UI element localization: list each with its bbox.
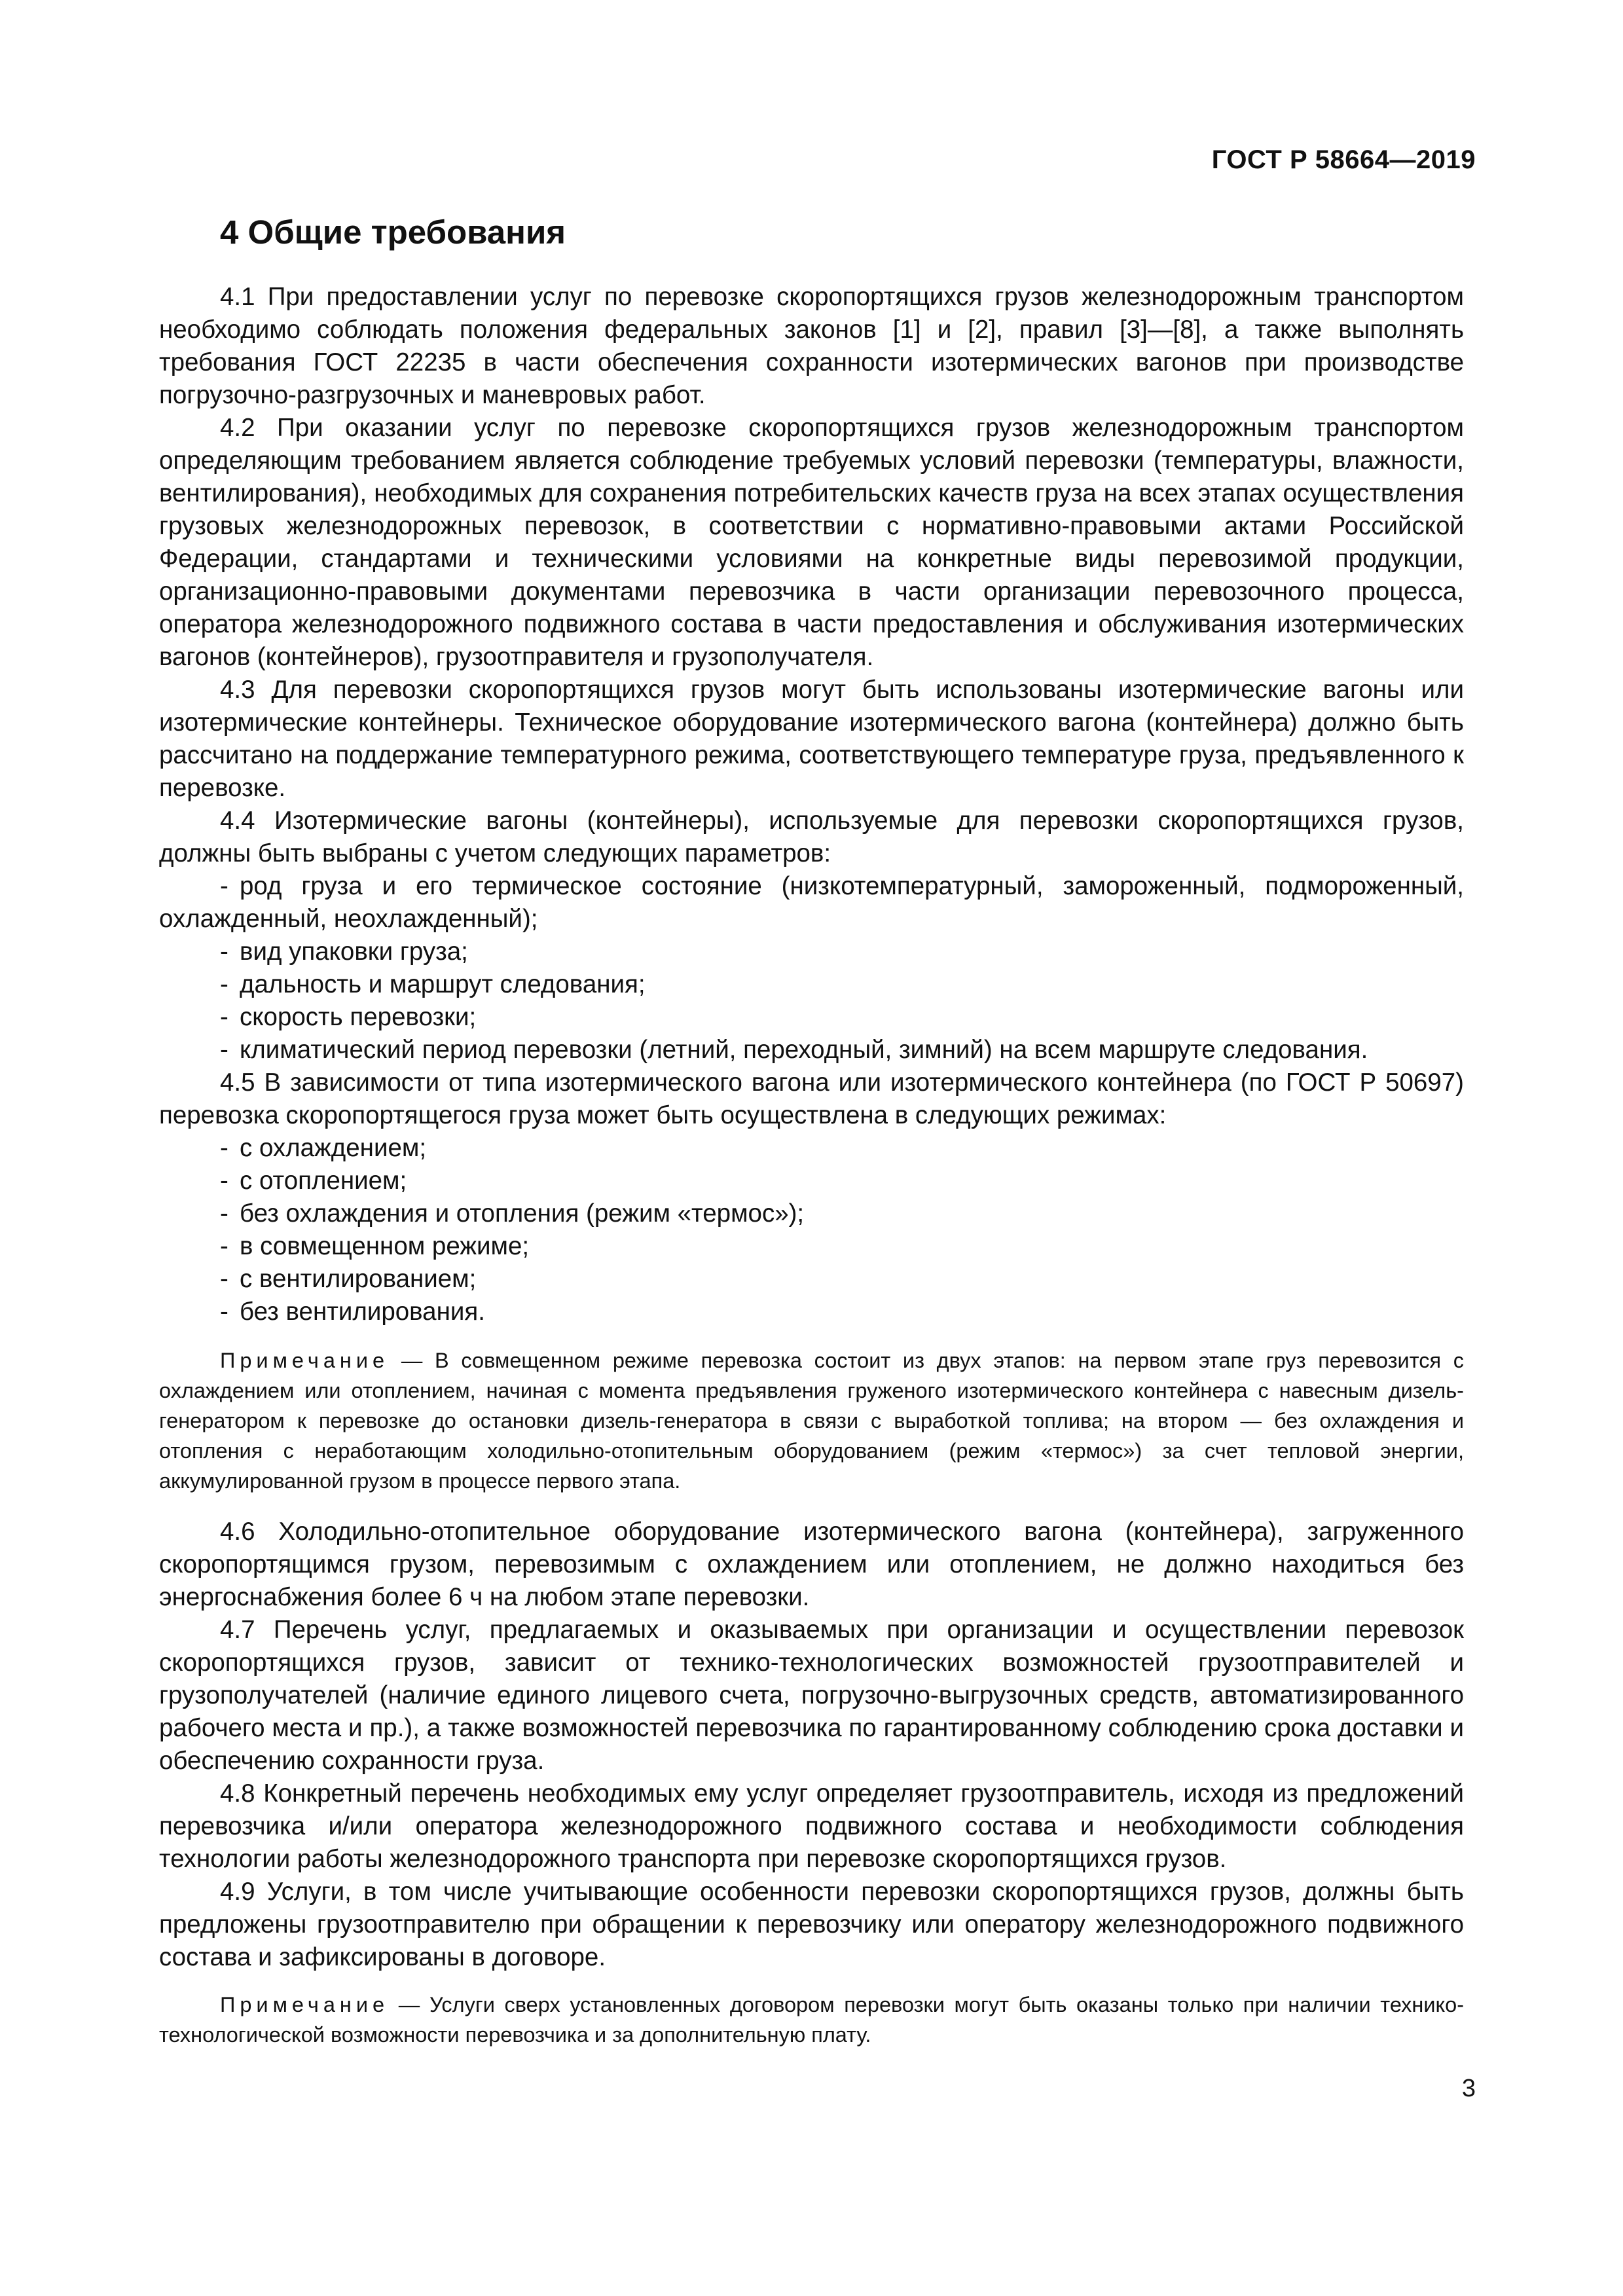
list-item: [159, 1263, 1464, 1296]
dash-marker: -: [220, 1298, 228, 1326]
note-label: Примечание: [220, 1993, 390, 2016]
list-item: [159, 1197, 1464, 1230]
list-item-text: род груза и его термическое состояние (низкотемпературный, замороженный, подмороженный, охлажденный, неохлажденный);: [159, 872, 1464, 933]
note-extra-services: [159, 1990, 1464, 2050]
parameters-list: [159, 870, 1464, 1066]
list-item: [159, 870, 1464, 936]
list-item: [159, 1132, 1464, 1165]
list-item-text: без охлаждения и отопления (режим «термос»);: [240, 1199, 805, 1228]
dash-marker: -: [220, 970, 228, 998]
note-label: Примечание: [220, 1349, 390, 1372]
note-text: В совмещенном режиме перевозка состоит из двух этапов: на первом этапе груз перевозится с охлаждением или отоплением, начиная с момента предъявления груженого изотермического контейнера с навесным дизель-генератором к перевозке до остановки дизель-генератора в связи с выработкой топлива; на втором — без охлаждения и отопления с неработающим холодильно-отопительным оборудованием (режим «термос») за счет тепловой энергии, аккумулированной грузом в процессе первого этапа.: [159, 1349, 1464, 1493]
dash-marker: -: [220, 872, 228, 900]
list-item-text: с вентилированием;: [240, 1265, 477, 1293]
list-item-text: с отоплением;: [240, 1167, 407, 1195]
page-number: 3: [1461, 2075, 1476, 2102]
note-text: Услуги сверх установленных договором перевозки могут быть оказаны только при наличии технико-технологической возможности перевозчика и за дополнительную плату.: [159, 1993, 1465, 2047]
list-item-text: климатический период перевозки (летний, переходный, зимний) на всем маршруте следования.: [240, 1036, 1368, 1064]
list-item: [159, 968, 1464, 1001]
paragraph-4-2: 4.2 При оказании услуг по перевозке скоропортящихся грузов железнодорожным транспортом определяющим требованием является соблюдение требуемых условий перевозки (температуры, влажности, вентилирования), необходимых для сохранения потребительских качеств груза на всех этапах осуществления грузовых железнодорожных перевозок, в соответствии с нормативно-правовыми актами Российской Федерации, стандартами и техническими условиями на конкретные виды перевозимой продукции, организационно-правовыми документами перевозчика в части организации перевозочного процесса, оператора железнодорожного подвижного состава в части предоставления и обслуживания изотермических вагонов (контейнеров), грузоотправителя и грузополучателя.: [159, 414, 1464, 671]
list-item-text: в совмещенном режиме;: [240, 1232, 530, 1260]
paragraph-4-4: 4.4 Изотермические вагоны (контейнеры), используемые для перевозки скоропортящихся грузов, должны быть выбраны с учетом следующих параметров:: [159, 807, 1464, 867]
list-item-text: вид упаковки груза;: [240, 938, 468, 966]
dash-marker: -: [220, 1265, 228, 1293]
note-combined-mode: [159, 1345, 1464, 1496]
paragraph-4-7: 4.7 Перечень услуг, предлагаемых и оказываемых при организации и осуществлении перевозок скоропортящихся грузов, зависит от технико-технологических возможностей грузоотправителей и грузополучателей (наличие единого лицевого счета, погрузочно-выгрузочных средств, автоматизированного рабочего места и пр.), а также возможностей перевозчика по гарантированному соблюдению срока доставки и обеспечению сохранности груза.: [159, 1616, 1464, 1775]
section-title: 4 Общие требования: [220, 213, 566, 251]
dash-marker: -: [220, 1167, 228, 1195]
paragraph-4-5: 4.5 В зависимости от типа изотермического вагона или изотермического контейнера (по ГОСТ Р 50697) перевозка скоропортящегося груза может быть осуществлена в следующих режимах:: [159, 1068, 1464, 1129]
document-code: ГОСТ Р 58664—2019: [1211, 145, 1476, 174]
dash-marker: -: [220, 1134, 228, 1162]
note-separator: —: [389, 1349, 435, 1372]
list-item: [159, 1230, 1464, 1263]
list-item: [159, 1034, 1464, 1066]
paragraph-4-3: 4.3 Для перевозки скоропортящихся грузов могут быть использованы изотермические вагоны или изотермические контейнеры. Техническое оборудование изотермического вагона (контейнера) должно быть рассчитано на поддержание температурного режима, соответствующего температуре груза, предъявленного к перевозке.: [159, 676, 1464, 802]
dash-marker: -: [220, 1199, 228, 1228]
note-separator: —: [389, 1993, 429, 2016]
list-item-text: с охлаждением;: [240, 1134, 427, 1162]
paragraph-4-6: 4.6 Холодильно-отопительное оборудование изотермического вагона (контейнера), загруженного скоропортящимся грузом, перевозимым с охлаждением или отоплением, не должно находиться без энергоснабжения более 6 ч на любом этапе перевозки.: [159, 1518, 1464, 1611]
paragraph-4-9: 4.9 Услуги, в том числе учитывающие особенности перевозки скоропортящихся грузов, должны быть предложены грузоотправителю при обращении к перевозчику или оператору железнодорожного подвижного состава и зафиксированы в договоре.: [159, 1878, 1464, 1971]
list-item: [159, 1165, 1464, 1197]
dash-marker: -: [220, 1036, 228, 1064]
list-item: [159, 936, 1464, 968]
document-body: [159, 213, 1464, 2050]
list-item: [159, 1296, 1464, 1328]
paragraph-4-1: 4.1 При предоставлении услуг по перевозке скоропортящихся грузов железнодорожным транспортом необходимо соблюдать положения федеральных законов [1] и [2], правил [3]—[8], а также выполнять требования ГОСТ 22235 в части обеспечения сохранности изотермических вагонов при производстве погрузочно-разгрузочных и маневровых работ.: [159, 283, 1464, 409]
list-item-text: дальность и маршрут следования;: [240, 970, 646, 998]
list-item: [159, 1001, 1464, 1034]
dash-marker: -: [220, 1232, 228, 1260]
paragraph-4-8: 4.8 Конкретный перечень необходимых ему услуг определяет грузоотправитель, исходя из предложений перевозчика и/или оператора железнодорожного подвижного состава и необходимости соблюдения технологии работы железнодорожного транспорта при перевозке скоропортящихся грузов.: [159, 1779, 1464, 1873]
list-item-text: скорость перевозки;: [240, 1003, 477, 1031]
dash-marker: -: [220, 938, 228, 966]
modes-list: [159, 1132, 1464, 1328]
list-item-text: без вентилирования.: [240, 1298, 485, 1326]
dash-marker: -: [220, 1003, 228, 1031]
